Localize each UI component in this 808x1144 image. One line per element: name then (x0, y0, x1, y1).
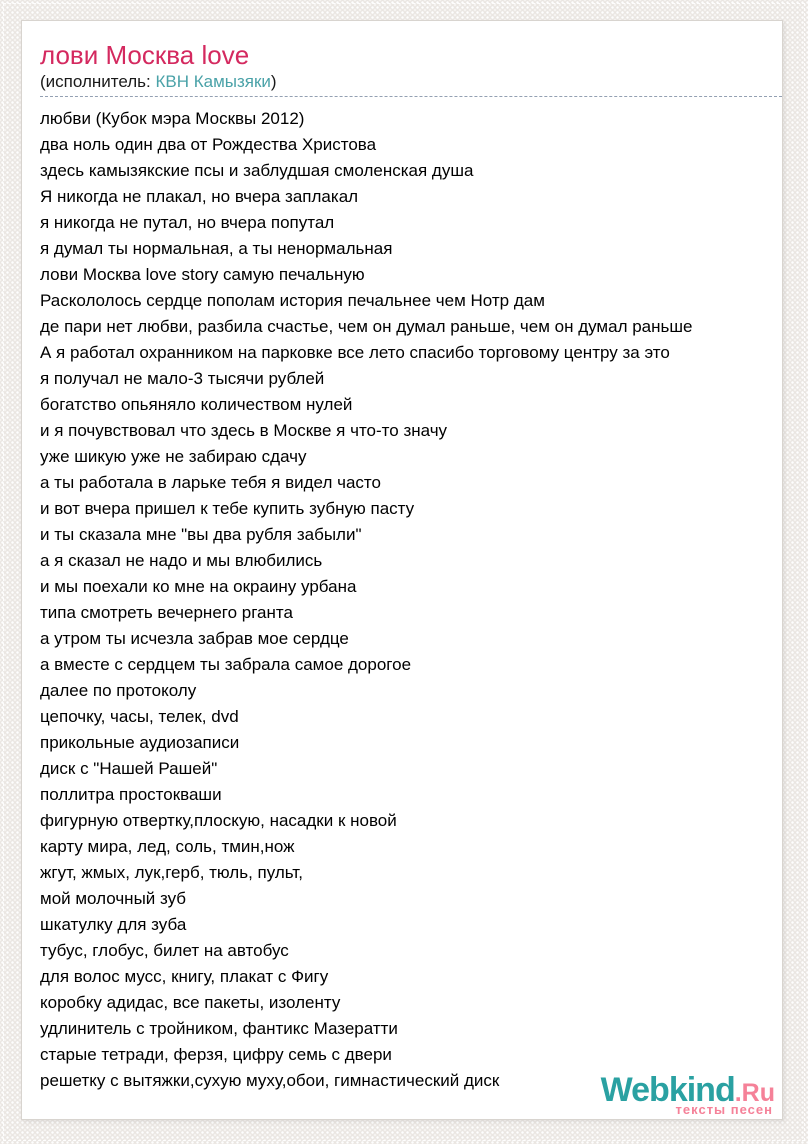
lyric-line: лови Москва love story самую печальную (40, 265, 365, 284)
lyric-line: я получал не мало-3 тысячи рублей (40, 369, 325, 388)
lyric-line: А я работал охранником на парковке все лето спасибо торговому центру за это (40, 343, 670, 362)
lyric-line: Раскололось сердце пополам история печальнее чем Нотр дам (40, 291, 545, 310)
lyric-line: два ноль один два от Рождества Христова (40, 135, 377, 154)
lyric-line: я думал ты нормальная, а ты ненормальная (40, 239, 393, 258)
lyric-line: богатство опьяняло количеством нулей (40, 395, 353, 414)
lyric-line: Я никогда не плакал, но вчера заплакал (40, 187, 359, 206)
lyric-line: здесь камызякские псы и заблудшая смоленская душа (40, 161, 474, 180)
lyric-line: любви (Кубок мэра Москвы 2012) (40, 109, 305, 128)
lyric-line: я никогда не путал, но вчера попутал (40, 213, 335, 232)
lyric-line: мой молочный зуб (40, 889, 187, 908)
artist-close-paren: ) (270, 72, 277, 91)
lyric-line: коробку адидас, все пакеты, изоленту (40, 993, 341, 1012)
lyric-line: удлинитель с тройником, фантикс Мазератти (40, 1019, 398, 1038)
lyric-line: уже шикую уже не забираю сдачу (40, 447, 307, 466)
webkind-logo-link[interactable] (601, 1073, 775, 1116)
lyric-line: и ты сказала мне "вы два рубля забыли" (40, 525, 362, 544)
lyric-line: решетку с вытяжки,сухую муху,обои, гимнастический диск (40, 1071, 500, 1090)
artist-link[interactable]: КВН Камызяки (155, 72, 271, 91)
song-title: лови Москва love (40, 40, 250, 70)
lyric-line: фигурную отвертку,плоскую, насадки к новой (40, 811, 397, 830)
lyric-line: а утром ты исчезла забрав мое сердце (40, 629, 349, 648)
lyric-line: жгут, жмых, лук,герб, тюль, пульт, (40, 863, 303, 882)
lyric-line: типа смотреть вечернего рганта (40, 603, 293, 622)
artist-label: (исполнитель: (40, 72, 156, 91)
lyric-line: и мы поехали ко мне на окраину урбана (40, 577, 357, 596)
song-header (40, 39, 782, 97)
logo-tagline-text: тексты песен (675, 1102, 773, 1117)
lyric-line: цепочку, часы, телек, dvd (40, 707, 239, 726)
lyric-line: для волос мусс, книгу, плакат с Фигу (40, 967, 329, 986)
logo-ru-text: .Ru (734, 1079, 775, 1107)
lyric-line: а ты работала в ларьке тебя я видел часто (40, 473, 381, 492)
lyric-line: шкатулку для зуба (40, 915, 187, 934)
lyric-line: а вместе с сердцем ты забрала самое дорогое (40, 655, 412, 674)
logo-webkind-text: Webkind (600, 1071, 735, 1109)
lyric-line: диск с "Нашей Рашей" (40, 759, 218, 778)
artist-line (40, 71, 782, 97)
lyric-line: и я почувствовал что здесь в Москве я что-то значу (40, 421, 448, 440)
lyric-line: де пари нет любви, разбила счастье, чем он думал раньше, чем он думал раньше (40, 317, 693, 336)
lyric-line: прикольные аудиозаписи (40, 733, 240, 752)
lyric-line: тубус, глобус, билет на автобус (40, 941, 289, 960)
content-card (21, 20, 783, 1120)
lyric-line: старые тетради, ферзя, цифру семь с двери (40, 1045, 392, 1064)
lyrics-block (40, 106, 782, 1094)
lyric-line: и вот вчера пришел к тебе купить зубную пасту (40, 499, 415, 518)
lyric-line: далее по протоколу (40, 681, 197, 700)
lyric-line: карту мира, лед, соль, тмин,нож (40, 837, 295, 856)
lyric-line: а я сказал не надо и мы влюбились (40, 551, 323, 570)
lyric-line: поллитра простокваши (40, 785, 222, 804)
